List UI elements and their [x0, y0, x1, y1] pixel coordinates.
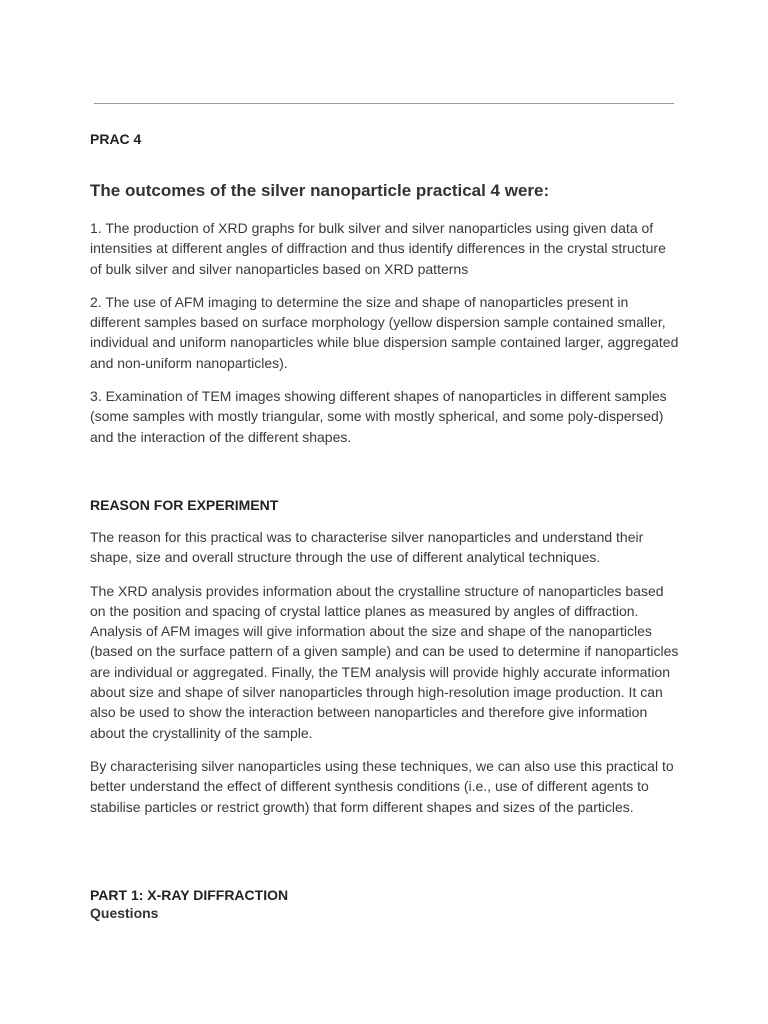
spacer	[90, 830, 680, 886]
spacer	[90, 460, 680, 496]
outcome-item-3: 3. Examination of TEM images showing different shapes of nanoparticles in different samples (some samples with mostly triangular, some with mostly spherical, and some poly-dispersed) and the interaction of the different shapes.	[90, 388, 667, 445]
outcomes-heading: The outcomes of the silver nanoparticle practical 4 were:	[90, 181, 550, 200]
horizontal-divider	[94, 103, 674, 104]
document-body	[90, 130, 680, 922]
reason-paragraph-1: The reason for this practical was to characterise silver nanoparticles and understand their shape, size and overall structure through the use of different analytical techniques.	[90, 528, 644, 566]
reason-paragraph-2: The XRD analysis provides information about the crystalline structure of nanoparticles based on the position and spacing of crystal lattice planes as measured by angles of diffraction. Analysis of AFM images will give information about the size and shape of the nanoparticles (based on the surface pattern of a given sample) and can be used to determine if nanoparticles are individual or aggregated. Finally, the TEM analysis will provide highly accurate information about size and shape of silver nanoparticles through high-resolution image production. It can also be used to show the interaction between nanoparticles and therefore give information about the crystallinity of the sample.	[90, 582, 679, 741]
part1-heading: PART 1: X-RAY DIFFRACTION	[90, 886, 289, 903]
prac-label: PRAC 4	[90, 131, 142, 147]
outcome-item-1: 1. The production of XRD graphs for bulk silver and silver nanoparticles using given data of intensities at different angles of diffraction and thus identify differences in the crystal structure of bulk silver and silver nanoparticles based on XRD patterns	[90, 220, 666, 277]
reason-paragraph-3: By characterising silver nanoparticles using these techniques, we can also use this practical to better understand the effect of different synthesis conditions (i.e., use of different agents to stabilise particles or restrict growth) that form different shapes and sizes of the particles.	[90, 757, 674, 815]
reason-heading: REASON FOR EXPERIMENT	[90, 496, 279, 513]
part1-subheading: Questions	[90, 904, 159, 921]
outcome-item-2: 2. The use of AFM imaging to determine the size and shape of nanoparticles present in different samples based on surface morphology (yellow dispersion sample contained smaller, individual and uniform nanoparticles while blue dispersion sample contained larger, aggregated and non-uniform nanoparticles).	[90, 293, 679, 371]
